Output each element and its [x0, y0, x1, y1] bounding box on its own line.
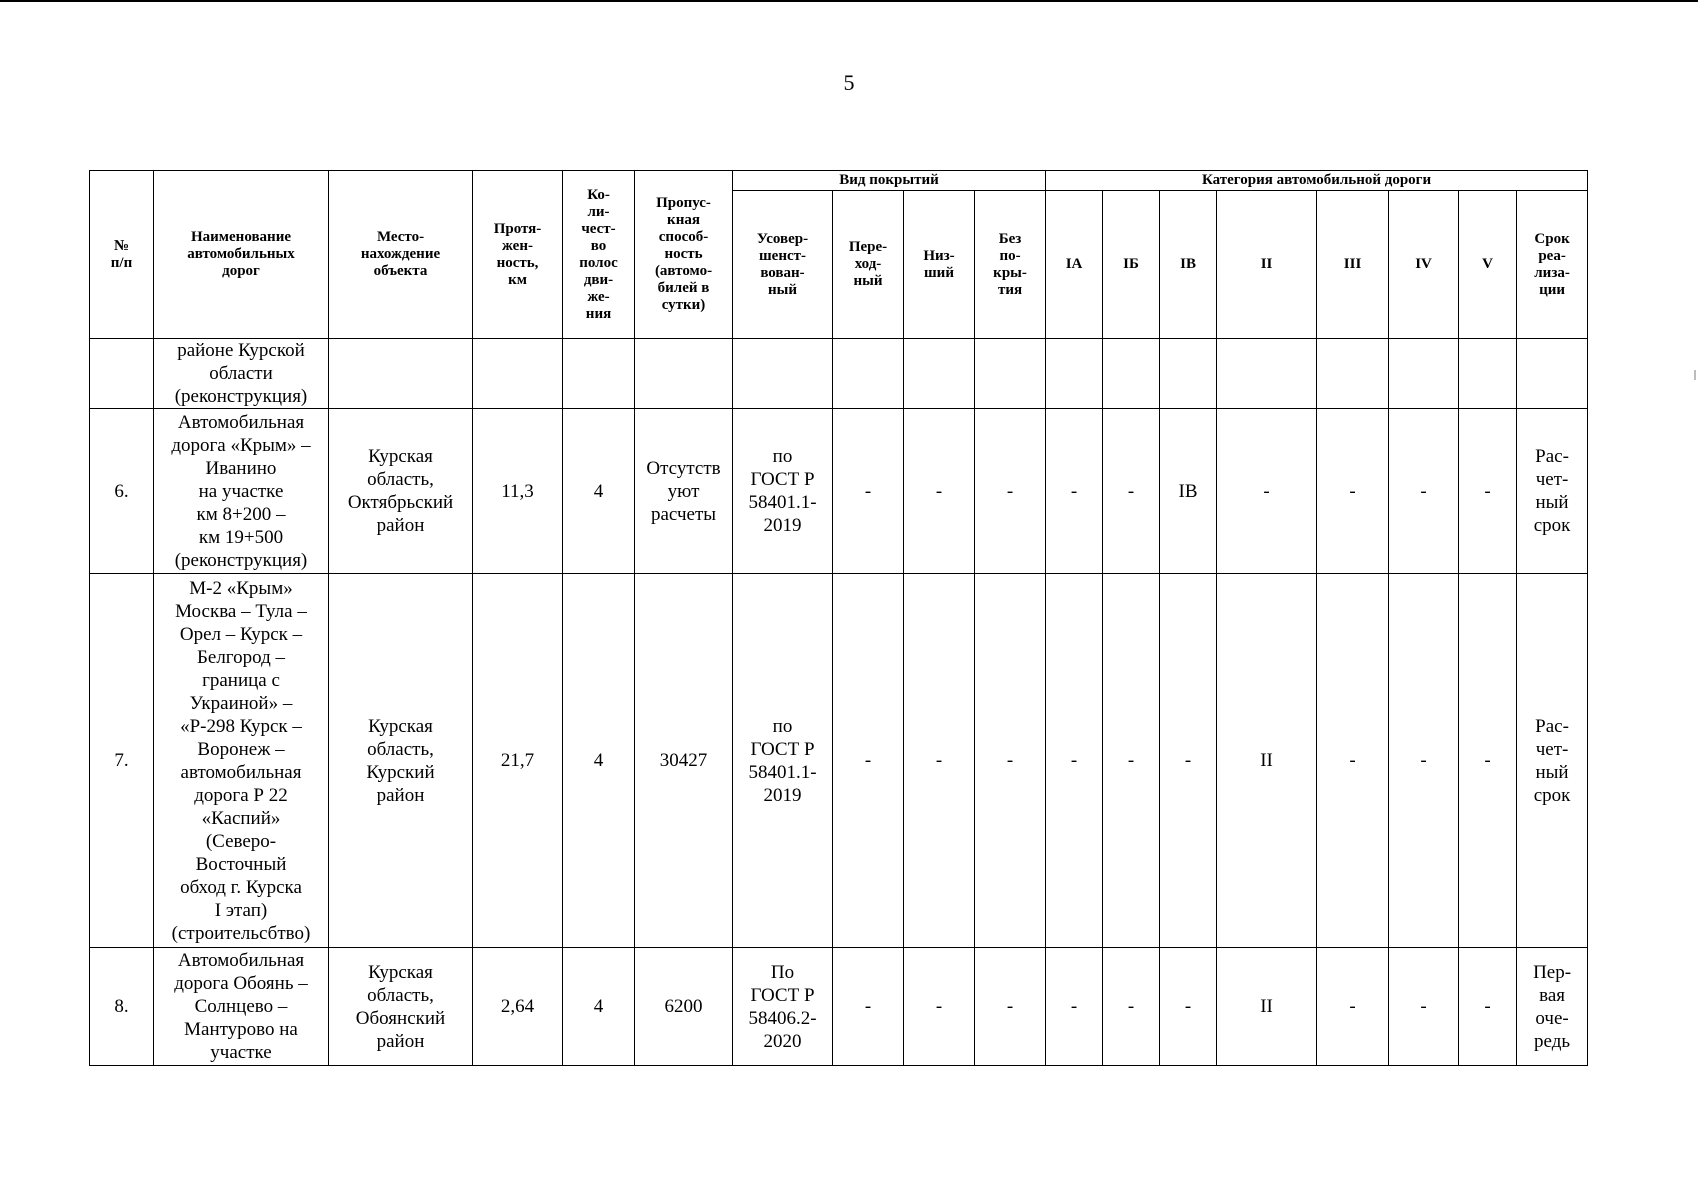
- cell-capacity: [635, 339, 733, 409]
- cell-category-iv: [1160, 339, 1217, 409]
- cell-lanes: [563, 339, 635, 409]
- header-category-iv: IВ: [1160, 191, 1217, 339]
- cell-category-iv4: [1389, 339, 1459, 409]
- cell-category-v: -: [1459, 948, 1517, 1066]
- cell-number: [90, 339, 154, 409]
- cell-category-v: -: [1459, 574, 1517, 948]
- cell-number: 7.: [90, 574, 154, 948]
- page-number: 5: [843, 70, 855, 95]
- cell-length: 11,3: [473, 409, 563, 574]
- cell-category-ii: II: [1217, 574, 1317, 948]
- cell-pavement-transitional: -: [833, 948, 904, 1066]
- table-row: [90, 339, 1588, 409]
- cell-pavement-improved: по ГОСТ Р 58401.1- 2019: [733, 574, 833, 948]
- cell-category-ia: -: [1046, 409, 1103, 574]
- cell-lanes: 4: [563, 409, 635, 574]
- header-category-ia: IА: [1046, 191, 1103, 339]
- cell-capacity: Отсутств уют расчеты: [635, 409, 733, 574]
- cell-category-iv: -: [1160, 948, 1217, 1066]
- scan-artifact: [1694, 370, 1696, 380]
- cell-pavement-none: [975, 339, 1046, 409]
- cell-category-ib: -: [1103, 574, 1160, 948]
- header-category-v: V: [1459, 191, 1517, 339]
- scan-top-border: [0, 0, 1698, 2]
- table-row: [90, 409, 1588, 574]
- header-category-group: Категория автомобильной дороги: [1046, 171, 1588, 191]
- cell-lanes: 4: [563, 948, 635, 1066]
- header-category-iv4: IV: [1389, 191, 1459, 339]
- header-pavement-group: Вид покрытий: [733, 171, 1046, 191]
- cell-category-ia: [1046, 339, 1103, 409]
- cell-road-name: районе Курской области (реконструкция): [154, 339, 329, 409]
- cell-category-iv4: -: [1389, 409, 1459, 574]
- cell-location: [329, 339, 473, 409]
- cell-length: 2,64: [473, 948, 563, 1066]
- cell-lanes: 4: [563, 574, 635, 948]
- cell-pavement-improved: по ГОСТ Р 58401.1- 2019: [733, 409, 833, 574]
- cell-category-ii: -: [1217, 409, 1317, 574]
- cell-category-iv4: -: [1389, 948, 1459, 1066]
- header-category-ib: IБ: [1103, 191, 1160, 339]
- cell-number: 6.: [90, 409, 154, 574]
- cell-location: Курская область, Октябрьский район: [329, 409, 473, 574]
- cell-road-name: Автомобильная дорога Обоянь – Солнцево – Мантурово на участке: [154, 948, 329, 1066]
- cell-length: 21,7: [473, 574, 563, 948]
- cell-category-ia: -: [1046, 574, 1103, 948]
- cell-pavement-none: -: [975, 574, 1046, 948]
- cell-category-ii: II: [1217, 948, 1317, 1066]
- cell-road-name: М-2 «Крым» Москва – Тула – Орел – Курск – Белгород – граница с Украиной» – «Р-298 Курск – Воронеж – автомобильная дорога Р 22 «Каспий» (Северо- Восточный обход г. Курска I этап) (строительсбтво): [154, 574, 329, 948]
- cell-capacity: 6200: [635, 948, 733, 1066]
- header-term: Срок реа- лиза- ции: [1517, 191, 1588, 339]
- cell-location: Курская область, Курский район: [329, 574, 473, 948]
- cell-pavement-transitional: -: [833, 574, 904, 948]
- header-capacity: Пропус- кная способ- ность (автомо- билей в сутки): [635, 171, 733, 339]
- cell-pavement-lower: -: [904, 409, 975, 574]
- cell-term: Пер- вая оче- редь: [1517, 948, 1588, 1066]
- cell-pavement-transitional: -: [833, 409, 904, 574]
- cell-pavement-lower: [904, 339, 975, 409]
- cell-road-name: Автомобильная дорога «Крым» – Иванино на участке км 8+200 – км 19+500 (реконструкция): [154, 409, 329, 574]
- header-category-ii: II: [1217, 191, 1317, 339]
- header-row-1: [90, 171, 1588, 191]
- cell-category-ib: -: [1103, 409, 1160, 574]
- cell-pavement-none: -: [975, 948, 1046, 1066]
- cell-location: Курская область, Обоянский район: [329, 948, 473, 1066]
- cell-category-ib: [1103, 339, 1160, 409]
- header-lanes: Ко- ли- чест- во полос дви- же- ния: [563, 171, 635, 339]
- cell-category-ib: -: [1103, 948, 1160, 1066]
- cell-pavement-improved: По ГОСТ Р 58406.2- 2020: [733, 948, 833, 1066]
- header-pavement-none: Без по- кры- тия: [975, 191, 1046, 339]
- header-pavement-lower: Низ- ший: [904, 191, 975, 339]
- roads-table: [89, 170, 1588, 1066]
- header-category-iii: III: [1317, 191, 1389, 339]
- cell-pavement-none: -: [975, 409, 1046, 574]
- cell-pavement-transitional: [833, 339, 904, 409]
- header-location: Место- нахождение объекта: [329, 171, 473, 339]
- cell-category-iv: IВ: [1160, 409, 1217, 574]
- cell-pavement-lower: -: [904, 574, 975, 948]
- cell-category-v: -: [1459, 409, 1517, 574]
- cell-category-ii: [1217, 339, 1317, 409]
- cell-category-iv4: -: [1389, 574, 1459, 948]
- header-pavement-improved: Усовер- шенст- вован- ный: [733, 191, 833, 339]
- cell-category-iv: -: [1160, 574, 1217, 948]
- cell-category-v: [1459, 339, 1517, 409]
- table-row: [90, 948, 1588, 1066]
- cell-term: [1517, 339, 1588, 409]
- cell-category-iii: -: [1317, 574, 1389, 948]
- cell-length: [473, 339, 563, 409]
- header-number: № п/п: [90, 171, 154, 339]
- cell-term: Рас- чет- ный срок: [1517, 409, 1588, 574]
- cell-category-iii: [1317, 339, 1389, 409]
- cell-pavement-lower: -: [904, 948, 975, 1066]
- cell-capacity: 30427: [635, 574, 733, 948]
- cell-category-iii: -: [1317, 948, 1389, 1066]
- cell-term: Рас- чет- ный срок: [1517, 574, 1588, 948]
- header-pavement-transitional: Пере- ход- ный: [833, 191, 904, 339]
- cell-category-ia: -: [1046, 948, 1103, 1066]
- cell-pavement-improved: [733, 339, 833, 409]
- table-row: [90, 574, 1588, 948]
- header-length: Протя- жен- ность, км: [473, 171, 563, 339]
- cell-category-iii: -: [1317, 409, 1389, 574]
- cell-number: 8.: [90, 948, 154, 1066]
- header-road-name: Наименование автомобильных дорог: [154, 171, 329, 339]
